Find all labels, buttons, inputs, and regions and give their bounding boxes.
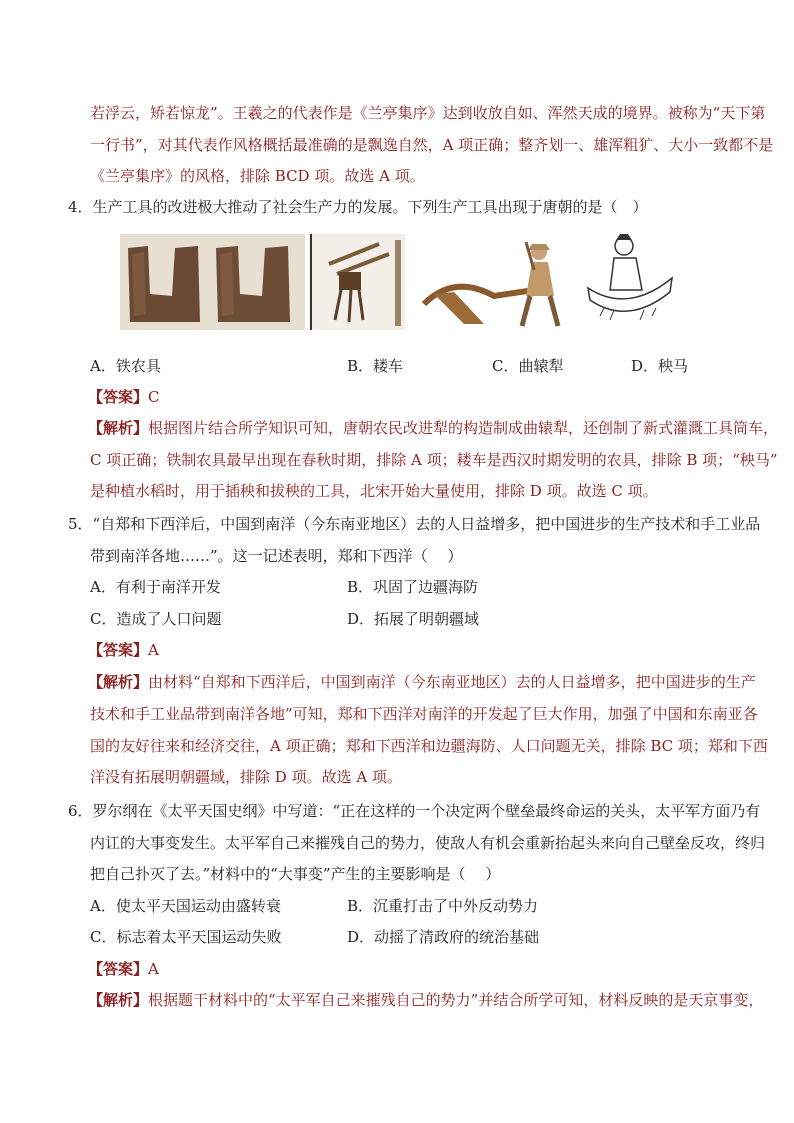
- q5-analysis-line-4: 洋没有拓展明朝疆域，排除 D 项。故选 A 项。: [90, 768, 402, 786]
- q5-analysis-line-2: 技术和手工业品带到南洋各地”可知，郑和下西洋对南洋的开发起了巨大作用，加强了中国和东南亚各: [90, 705, 758, 723]
- analysis-label: 【解析】: [88, 673, 149, 691]
- answer-value: A: [148, 960, 159, 978]
- q5-analysis-line-3: 国的友好往来和经济交往，A 项正确；郑和下西洋和边疆海防、人口问题无关，排除 BC 项；郑和下西: [90, 737, 768, 755]
- q6-answer: [88, 959, 159, 979]
- q4-option-b[interactable]: B．耧车: [347, 357, 404, 375]
- answer-label: 【答案】: [88, 960, 149, 978]
- answer-label: 【答案】: [88, 388, 149, 406]
- question-5-stem-line-2: 带到南洋各地……”。这一记述表明，郑和下西洋（ ）: [90, 547, 463, 565]
- q6-analysis-line-1: 【解析】根据题干材料中的“太平军自己来摧残自己的势力”并结合所学可知，材料反映的是天京事变，: [88, 991, 764, 1009]
- analysis-label: 【解析】: [88, 991, 149, 1009]
- iron-tools-image: [120, 234, 305, 330]
- question-5-stem-line-1: 5．“自郑和下西洋后，中国到南洋（今东南亚地区）去的人日益增多，把中国进步的生产技术和手工业品: [68, 515, 761, 533]
- answer-label: 【答案】: [88, 641, 149, 659]
- answer-value: A: [148, 641, 159, 659]
- q6-option-d[interactable]: D．动摇了清政府的统治基础: [347, 928, 540, 946]
- q5-option-b[interactable]: B．巩固了边疆海防: [347, 578, 479, 596]
- q4-analysis-line-2: C 项正确；铁制农具最早出现在春秋时期，排除 A 项；耧车是西汉时期发明的农具，排除 B 项；“秧马”: [90, 451, 778, 469]
- curved-plow-image: [414, 234, 574, 330]
- answer-value: C: [148, 388, 160, 406]
- q4-option-d[interactable]: D．秧马: [631, 357, 689, 375]
- q4-option-c[interactable]: C．曲辕犁: [492, 357, 564, 375]
- continuation-line-2: 一行书”，对其代表作风格概括最准确的是飘逸自然，A 项正确；整齐划一、雄浑粗犷、大小一致都不是: [90, 136, 774, 154]
- continuation-line-3: 《兰亭集序》的风格，排除 BCD 项。故选 A 项。: [90, 167, 425, 185]
- q4-analysis-line-3: 是种植水稻时，用于插秧和拔秧的工具，北宋开始大量使用，排除 D 项。故选 C 项。: [90, 482, 658, 500]
- q6-option-c[interactable]: C．标志着太平天国运动失败: [90, 928, 282, 946]
- rice-boat-image: [580, 230, 678, 330]
- question-6-stem-line-1: 6．罗尔纲在《太平天国史纲》中写道：“正在这样的一个决定两个壁垒最终命运的关头，太平军方面乃有: [68, 802, 761, 820]
- q5-option-d[interactable]: D．拓展了明朝疆域: [347, 610, 480, 628]
- q5-analysis-line-1: 【解析】由材料“自郑和下西洋后，中国到南洋（今东南亚地区）去的人日益增多，把中国进步的生产: [88, 673, 756, 691]
- question-6-stem-line-3: 把自己扑灭了去。”材料中的“大事变”产生的主要影响是（ ）: [90, 865, 501, 883]
- q6-option-a[interactable]: A．使太平天国运动由盛转衰: [90, 897, 281, 915]
- continuation-line-1: 若浮云，矫若惊龙”。王羲之的代表作是《兰亭集序》达到收放自如、浑然天成的境界。被称为“天下第: [90, 104, 766, 122]
- q4-answer: [88, 387, 160, 407]
- q5-option-a[interactable]: A．有利于南洋开发: [90, 578, 221, 596]
- q4-option-a[interactable]: A．铁农具: [90, 357, 161, 375]
- q6-option-b[interactable]: B．沉重打击了中外反动势力: [347, 897, 539, 915]
- q5-answer: [88, 640, 159, 660]
- q5-option-c[interactable]: C．造成了人口问题: [90, 610, 222, 628]
- question-4-stem: 4．生产工具的改进极大推动了社会生产力的发展。下列生产工具出现于唐朝的是（ ）: [68, 198, 648, 216]
- question-6-stem-line-2: 内讧的大事变发生。太平军自己来摧残自己的势力，使敌人有机会重新抬起头来向自己壁垒反攻，终归: [90, 834, 766, 852]
- analysis-label: 【解析】: [88, 419, 149, 437]
- seed-drill-image: [309, 234, 405, 330]
- q4-analysis-line-1: 【解析】根据图片结合所学知识可知，唐朝农民改进犁的构造制成曲辕犁，还创制了新式灌溉工具筒车，: [88, 419, 779, 437]
